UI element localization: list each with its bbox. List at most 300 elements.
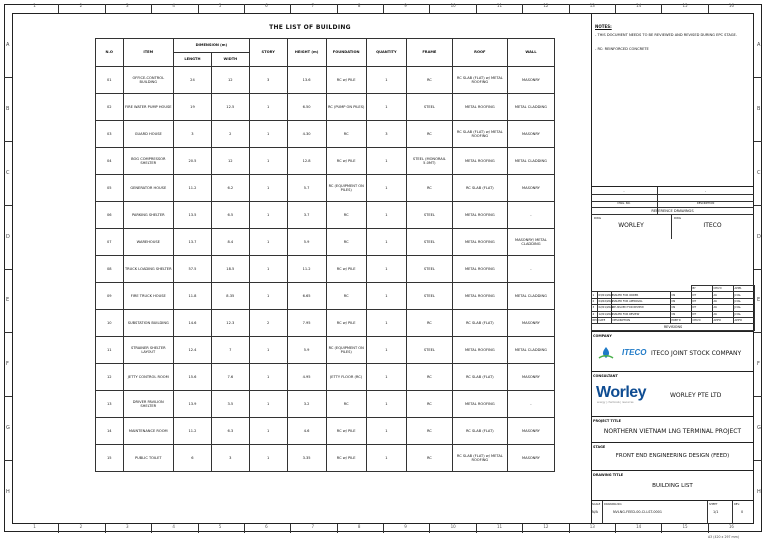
drawing-title: BUILDING LIST xyxy=(652,483,693,489)
cell-story: 1 xyxy=(249,256,287,283)
header-no: N.O xyxy=(96,39,124,67)
zone-column-label: 6 xyxy=(265,524,268,529)
cell-wall: - xyxy=(507,256,554,283)
description-label: DESCRIPTION xyxy=(696,202,715,205)
cell-foundation: RC w/ PILE xyxy=(326,310,366,337)
zone-column-label: 1 xyxy=(33,3,36,8)
revision-cell: 04/02/2022 xyxy=(598,299,614,303)
cell-roof: METAL ROOFING xyxy=(452,229,507,256)
project-title-box xyxy=(591,416,754,442)
zone-tick xyxy=(244,4,245,13)
cell-frame: STEEL (MONORAIL 5.0MT) xyxy=(406,148,452,175)
cell-item: SUBSTATION BUILDING xyxy=(123,310,173,337)
zone-tick xyxy=(522,4,523,13)
cell-length: 12.4 xyxy=(174,337,212,364)
cell-frame: RC xyxy=(406,445,452,472)
cell-foundation: RC xyxy=(326,391,366,418)
cell-quantity: 1 xyxy=(366,283,406,310)
cell-story: 1 xyxy=(249,418,287,445)
table-row xyxy=(96,202,555,229)
zone-column-label: 12 xyxy=(543,3,549,8)
revision-label-cell: DESCRIPTION xyxy=(612,317,671,323)
zone-column-label: 5 xyxy=(218,524,222,529)
revision-cell: ISSUED FOR APPROVAL xyxy=(612,298,671,304)
cell-quantity: 1 xyxy=(366,202,406,229)
revision-cell: 02/01/2022 xyxy=(598,306,614,310)
drawing-number-box xyxy=(591,500,754,523)
table-row xyxy=(96,310,555,337)
cell-story: 1 xyxy=(249,202,287,229)
company-name: ITECO JOINT STOCK COMPANY xyxy=(651,350,742,357)
scale-label: SCALE xyxy=(592,503,601,506)
cell-no: 04 xyxy=(96,148,124,175)
cell-height: 3.7 xyxy=(287,202,326,229)
zone-column-label: 4 xyxy=(172,3,175,8)
revision-label-cell: APP'D xyxy=(734,317,755,323)
header-roof: ROOF xyxy=(452,39,507,67)
cell-quantity: 1 xyxy=(366,175,406,202)
revision-cell: JLYAL xyxy=(734,292,755,298)
cell-height: 4.30 xyxy=(287,121,326,148)
consultant-label: CONSULTANT xyxy=(593,374,618,378)
cell-item: STRAINER SHELTER LAYOUT xyxy=(123,337,173,364)
zone-tick xyxy=(522,524,523,533)
zone-row-label: B xyxy=(6,105,10,112)
cell-height: 5.9 xyxy=(287,229,326,256)
table-row xyxy=(96,256,555,283)
cell-frame: STEEL xyxy=(406,229,452,256)
zone-tick xyxy=(754,77,762,78)
zone-tick xyxy=(569,524,570,533)
cell-roof: METAL ROOFING xyxy=(452,283,507,310)
consultant-logo: Worley xyxy=(596,384,647,401)
zone-column-label: 4 xyxy=(172,524,175,529)
cell-wall: MASONRY xyxy=(507,364,554,391)
zone-column-label: 1 xyxy=(33,524,36,529)
cell-frame: RC xyxy=(406,175,452,202)
zone-tick xyxy=(615,4,616,13)
cell-no: 15 xyxy=(96,445,124,472)
cell-roof: RC SLAB (FLAT) w/ METAL ROOFING xyxy=(452,445,507,472)
zone-tick xyxy=(708,524,709,533)
zone-tick xyxy=(661,524,662,533)
zone-column-label: 7 xyxy=(311,3,314,8)
zone-tick xyxy=(105,524,106,533)
cell-wall: METAL CLADDING xyxy=(507,94,554,121)
zone-column-label: 8 xyxy=(357,3,361,8)
cell-length: 57.5 xyxy=(174,256,212,283)
zone-tick xyxy=(4,460,12,461)
cell-width: 7 xyxy=(211,337,249,364)
cell-height: 7.95 xyxy=(287,310,326,337)
cell-quantity: 1 xyxy=(366,229,406,256)
revision-cell: NT xyxy=(692,305,713,311)
note-item: - RC: REINFORCED CONCRETE xyxy=(595,47,649,51)
cell-roof: METAL ROOFING xyxy=(452,94,507,121)
reference-right-company: ITECO xyxy=(703,222,722,229)
cell-width: 6.5 xyxy=(211,202,249,229)
cell-roof: RC SLAB (FLAT) xyxy=(452,175,507,202)
zone-tick xyxy=(383,524,384,533)
header-item: ITEM xyxy=(123,39,173,67)
zone-tick xyxy=(198,524,199,533)
zone-tick xyxy=(337,4,338,13)
revision-cell: AK xyxy=(713,298,734,304)
cell-quantity: 1 xyxy=(366,337,406,364)
cell-frame: RC xyxy=(406,418,452,445)
zone-row-label: F xyxy=(6,361,9,368)
table-row xyxy=(96,148,555,175)
cell-no: 12 xyxy=(96,364,124,391)
cell-height: 4.95 xyxy=(287,364,326,391)
zone-row-label: G xyxy=(757,425,761,432)
zone-tick xyxy=(476,4,477,13)
header-foundation: FOUNDATION xyxy=(326,39,366,67)
table-row xyxy=(96,364,555,391)
cell-story: 1 xyxy=(249,337,287,364)
cell-no: 14 xyxy=(96,418,124,445)
zone-tick xyxy=(198,4,199,13)
zone-tick xyxy=(151,4,152,13)
zone-tick xyxy=(754,460,762,461)
cell-item: TRUCK LOADING SHELTER xyxy=(123,256,173,283)
scale-value: N/A xyxy=(592,510,598,514)
cell-story: 1 xyxy=(249,283,287,310)
zone-column-label: 11 xyxy=(496,3,503,8)
cell-width: 8.35 xyxy=(211,283,249,310)
cell-roof: METAL ROOFING xyxy=(452,148,507,175)
cell-wall: METAL CLADDING xyxy=(507,283,554,310)
zone-row-label: H xyxy=(757,489,761,496)
zone-tick xyxy=(244,524,245,533)
zone-row-label: C xyxy=(757,169,761,176)
cell-frame: STEEL xyxy=(406,337,452,364)
zone-row-label: A xyxy=(6,41,10,48)
cell-item: FIRE WATER PUMP HOUSE xyxy=(123,94,173,121)
cell-frame: STEEL xyxy=(406,256,452,283)
header-story: STORY xyxy=(249,39,287,67)
cell-no: 08 xyxy=(96,256,124,283)
cell-foundation: RC (PUMP ON PILES) xyxy=(326,94,366,121)
revision-cell: NT xyxy=(692,292,713,298)
revision-cell: CN xyxy=(671,298,692,304)
cell-story: 1 xyxy=(249,229,287,256)
revision-label-cell: APP'D xyxy=(713,317,734,323)
table-row xyxy=(96,229,555,256)
revisions-table xyxy=(591,285,755,331)
cell-height: 11.2 xyxy=(287,256,326,283)
header-quantity: QUANTITY xyxy=(366,39,406,67)
zone-column-label: 9 xyxy=(404,3,407,8)
cell-wall: MASONRY xyxy=(507,310,554,337)
zone-column-label: 2 xyxy=(79,3,83,8)
cell-width: 8.4 xyxy=(211,229,249,256)
revision-cell: AK xyxy=(713,311,734,317)
zone-tick xyxy=(429,4,430,13)
zone-row-label: D xyxy=(757,233,761,240)
notes-title: NOTES: xyxy=(595,24,612,29)
cell-frame: RC xyxy=(406,391,452,418)
zone-tick xyxy=(615,524,616,533)
cell-item: DRIVER PAVILION SHELTER xyxy=(123,391,173,418)
cell-height: 5.9 xyxy=(287,337,326,364)
cell-item: FIRE TRUCK HOUSE xyxy=(123,283,173,310)
zone-column-label: 3 xyxy=(125,524,129,529)
cell-item: GENERATOR HOUSE xyxy=(123,175,173,202)
cell-quantity: 3 xyxy=(366,121,406,148)
cell-frame: STEEL xyxy=(406,283,452,310)
zone-tick xyxy=(429,524,430,533)
cell-no: 05 xyxy=(96,175,124,202)
cell-story: 1 xyxy=(249,148,287,175)
paper-size: A3 (420 x 297 mm) xyxy=(708,535,740,539)
zone-tick xyxy=(4,205,12,206)
reference-drawings-box xyxy=(591,186,754,238)
cell-no: 09 xyxy=(96,283,124,310)
revision-cell: 2 xyxy=(592,298,598,304)
project-title: NORTHERN VIETNAM LNG TERMINAL PROJECT xyxy=(603,428,742,435)
cell-story: 1 xyxy=(249,94,287,121)
zone-tick xyxy=(105,4,106,13)
note-item: - THIS DOCUMENT NEEDS TO BE REVIEWED AND REVISED DURING EPC STAGE. xyxy=(595,33,737,37)
header-length: LENGTH xyxy=(174,53,212,67)
table-row xyxy=(96,391,555,418)
consultant-tagline: energy | chemicals | resources xyxy=(597,401,634,404)
stage-value: FRONT END ENGINEERING DESIGN (FEED) xyxy=(615,453,730,459)
zone-tick xyxy=(383,4,384,13)
cell-roof: RC SLAB (FLAT) xyxy=(452,364,507,391)
zone-tick xyxy=(58,524,59,533)
reference-drawings-title: REFERENCE DRAWINGS xyxy=(651,208,694,213)
cell-no: 01 xyxy=(96,67,124,94)
cell-foundation: RC w/ PILE xyxy=(326,67,366,94)
zone-row-label: A xyxy=(757,41,761,48)
zone-row-label: G xyxy=(6,425,10,432)
cell-length: 14.6 xyxy=(174,310,212,337)
stage-label: STAGE xyxy=(593,445,606,449)
cell-roof: METAL ROOFING xyxy=(452,256,507,283)
zone-tick xyxy=(58,4,59,13)
cell-no: 10 xyxy=(96,310,124,337)
stage-box xyxy=(591,442,754,470)
cell-item: PARKING SHELTER xyxy=(123,202,173,229)
company-logo: ITECO xyxy=(622,348,647,357)
zone-tick xyxy=(754,396,762,397)
zone-tick xyxy=(4,141,12,142)
cell-frame: RC xyxy=(406,310,452,337)
drawing-title-label: DRAWING TITLE xyxy=(593,473,624,477)
revision-cell: NT xyxy=(692,311,713,317)
revision-cell: 4 xyxy=(592,311,598,317)
table-row xyxy=(96,67,555,94)
zone-column-label: 16 xyxy=(728,524,734,529)
cell-width: 12.3 xyxy=(211,310,249,337)
rev-label: REV. xyxy=(734,503,740,506)
cell-wall: METAL CLADDING xyxy=(507,337,554,364)
cell-story: 1 xyxy=(249,445,287,472)
header-wall: WALL xyxy=(507,39,554,67)
zone-row-label: D xyxy=(6,233,10,240)
zone-column-label: 16 xyxy=(728,3,734,8)
revision-label-cell: DATE xyxy=(598,317,612,323)
table-row xyxy=(96,121,555,148)
cell-length: 19 xyxy=(174,94,212,121)
cell-foundation: RC xyxy=(326,202,366,229)
cell-roof: RC SLAB (FLAT) xyxy=(452,310,507,337)
cell-wall: MASONRY/ METAL CLADDING xyxy=(507,229,554,256)
cell-width: 18.5 xyxy=(211,256,249,283)
cell-height: 5.7 xyxy=(287,175,326,202)
cell-length: 11.8 xyxy=(174,283,212,310)
zone-row-label: E xyxy=(757,297,761,304)
iteco-logo-icon xyxy=(597,346,615,360)
cell-height: 4.6 xyxy=(287,418,326,445)
revision-head-cell: APPR. xyxy=(734,286,755,292)
cell-foundation: RC xyxy=(326,121,366,148)
revision-label-cell: CHK'D xyxy=(692,317,713,323)
sheet-label: SHEET xyxy=(709,503,718,506)
revision-cell: 12/01/2021 xyxy=(598,312,614,316)
cell-width: 2 xyxy=(211,121,249,148)
zone-tick xyxy=(661,4,662,13)
building-list-body xyxy=(96,67,555,472)
cell-foundation: RC xyxy=(326,229,366,256)
zone-tick xyxy=(4,396,12,397)
cell-item: GUARD HOUSE xyxy=(123,121,173,148)
cell-wall: - xyxy=(507,391,554,418)
zone-row-label: H xyxy=(6,489,10,496)
cell-wall: MASONRY xyxy=(507,418,554,445)
reference-dash: - xyxy=(623,189,625,193)
cell-length: 24 xyxy=(174,67,212,94)
cell-story: 3 xyxy=(249,67,287,94)
zone-tick xyxy=(754,269,762,270)
cell-foundation: RC w/ PILE xyxy=(326,418,366,445)
cell-wall: METAL CLADDING xyxy=(507,148,554,175)
cell-frame: STEEL xyxy=(406,94,452,121)
cell-story: 1 xyxy=(249,364,287,391)
cell-wall: MASONRY xyxy=(507,445,554,472)
cell-quantity: 1 xyxy=(366,310,406,337)
cell-width: 12.5 xyxy=(211,94,249,121)
table-row xyxy=(96,445,555,472)
cell-no: 11 xyxy=(96,337,124,364)
cell-quantity: 1 xyxy=(366,148,406,175)
zone-column-label: 14 xyxy=(636,524,642,529)
zone-column-label: 9 xyxy=(404,524,407,529)
cell-quantity: 1 xyxy=(366,364,406,391)
cell-foundation: RC w/ PILE xyxy=(326,256,366,283)
header-height: HEIGHT (m) xyxy=(287,39,326,67)
cell-height: 13.6 xyxy=(287,67,326,94)
drawing-title-box xyxy=(591,470,754,500)
revision-cell: ISSUED FOR ORDER xyxy=(612,292,671,298)
zone-row-label: E xyxy=(6,297,10,304)
zone-column-label: 10 xyxy=(450,524,456,529)
cell-no: 13 xyxy=(96,391,124,418)
cell-quantity: 1 xyxy=(366,94,406,121)
reference-left-company: WORLEY xyxy=(618,222,644,229)
cell-no: 06 xyxy=(96,202,124,229)
revision-label-cell: REV xyxy=(592,319,598,323)
cell-quantity: 1 xyxy=(366,445,406,472)
reference-dash: - xyxy=(704,189,707,193)
cell-foundation: RC (EQUIPMENT ON PILES) xyxy=(326,175,366,202)
cell-quantity: 1 xyxy=(366,391,406,418)
zone-tick xyxy=(290,4,291,13)
cell-wall: MASONRY xyxy=(507,67,554,94)
revision-head-cell: BY xyxy=(692,286,713,292)
zone-column-label: 13 xyxy=(589,3,595,8)
revision-cell: CN xyxy=(671,311,692,317)
zone-tick xyxy=(290,524,291,533)
zone-tick xyxy=(569,4,570,13)
zone-column-label: 5 xyxy=(218,3,222,8)
table-row xyxy=(96,283,555,310)
revision-cell: JLYAL xyxy=(734,298,755,304)
cell-frame: RC xyxy=(406,67,452,94)
zone-column-label: 15 xyxy=(682,3,688,8)
cell-foundation: RC w/ PILE xyxy=(326,445,366,472)
revision-cell: JLYAL xyxy=(734,311,755,317)
revision-cell: RE-ISSUED FOR REVIEW xyxy=(612,305,671,311)
cell-no: 02 xyxy=(96,94,124,121)
cell-width: 7.6 xyxy=(211,364,249,391)
cell-length: 13.9 xyxy=(174,391,212,418)
cell-roof: METAL ROOFING xyxy=(452,202,507,229)
cell-foundation: JETTY FLOOR (RC) xyxy=(326,364,366,391)
dwg-no-label: DWG. NO. xyxy=(617,202,631,205)
zone-tick xyxy=(754,332,762,333)
header-frame: FRAME xyxy=(406,39,452,67)
revisions-title: REVISIONS xyxy=(592,324,755,330)
cell-item: PUBLIC TOILET xyxy=(123,445,173,472)
cell-length: 13.5 xyxy=(174,202,212,229)
table-row xyxy=(96,337,555,364)
cell-length: 6 xyxy=(174,445,212,472)
zone-tick xyxy=(476,524,477,533)
consultant-name: WORLEY PTE LTD xyxy=(670,392,722,399)
cell-item: OFFICE-CONTROL BUILDING xyxy=(123,67,173,94)
revision-cell: CN xyxy=(671,292,692,298)
project-title-label: PROJECT TITLE xyxy=(593,419,621,423)
drawing-no-label: DRAWING NO. xyxy=(604,503,623,506)
cell-wall: MASONRY xyxy=(507,175,554,202)
dwg-label: DWG xyxy=(674,216,682,220)
cell-no: 07 xyxy=(96,229,124,256)
cell-wall: MASONRY xyxy=(507,121,554,148)
drawing-no-value: NVLNG-FEED-00-CI-LST-0001 xyxy=(613,510,662,514)
zone-row-label: C xyxy=(6,169,10,176)
cell-length: 20.5 xyxy=(174,148,212,175)
cell-roof: METAL ROOFING xyxy=(452,337,507,364)
cell-roof: METAL ROOFING xyxy=(452,391,507,418)
revision-label-cell: PREP'D xyxy=(671,317,692,323)
zone-tick xyxy=(337,524,338,533)
cell-height: 6.65 xyxy=(287,283,326,310)
dwg-label: DWG xyxy=(594,216,602,220)
cell-width: 12 xyxy=(211,67,249,94)
cell-height: 3.2 xyxy=(287,391,326,418)
zone-row-label: F xyxy=(757,361,760,368)
table-row xyxy=(96,94,555,121)
cell-length: 11.2 xyxy=(174,418,212,445)
zone-tick xyxy=(151,524,152,533)
revision-cell: 03/01/2023 xyxy=(598,293,614,297)
cell-story: 1 xyxy=(249,391,287,418)
cell-quantity: 1 xyxy=(366,256,406,283)
zone-column-label: 2 xyxy=(79,524,83,529)
